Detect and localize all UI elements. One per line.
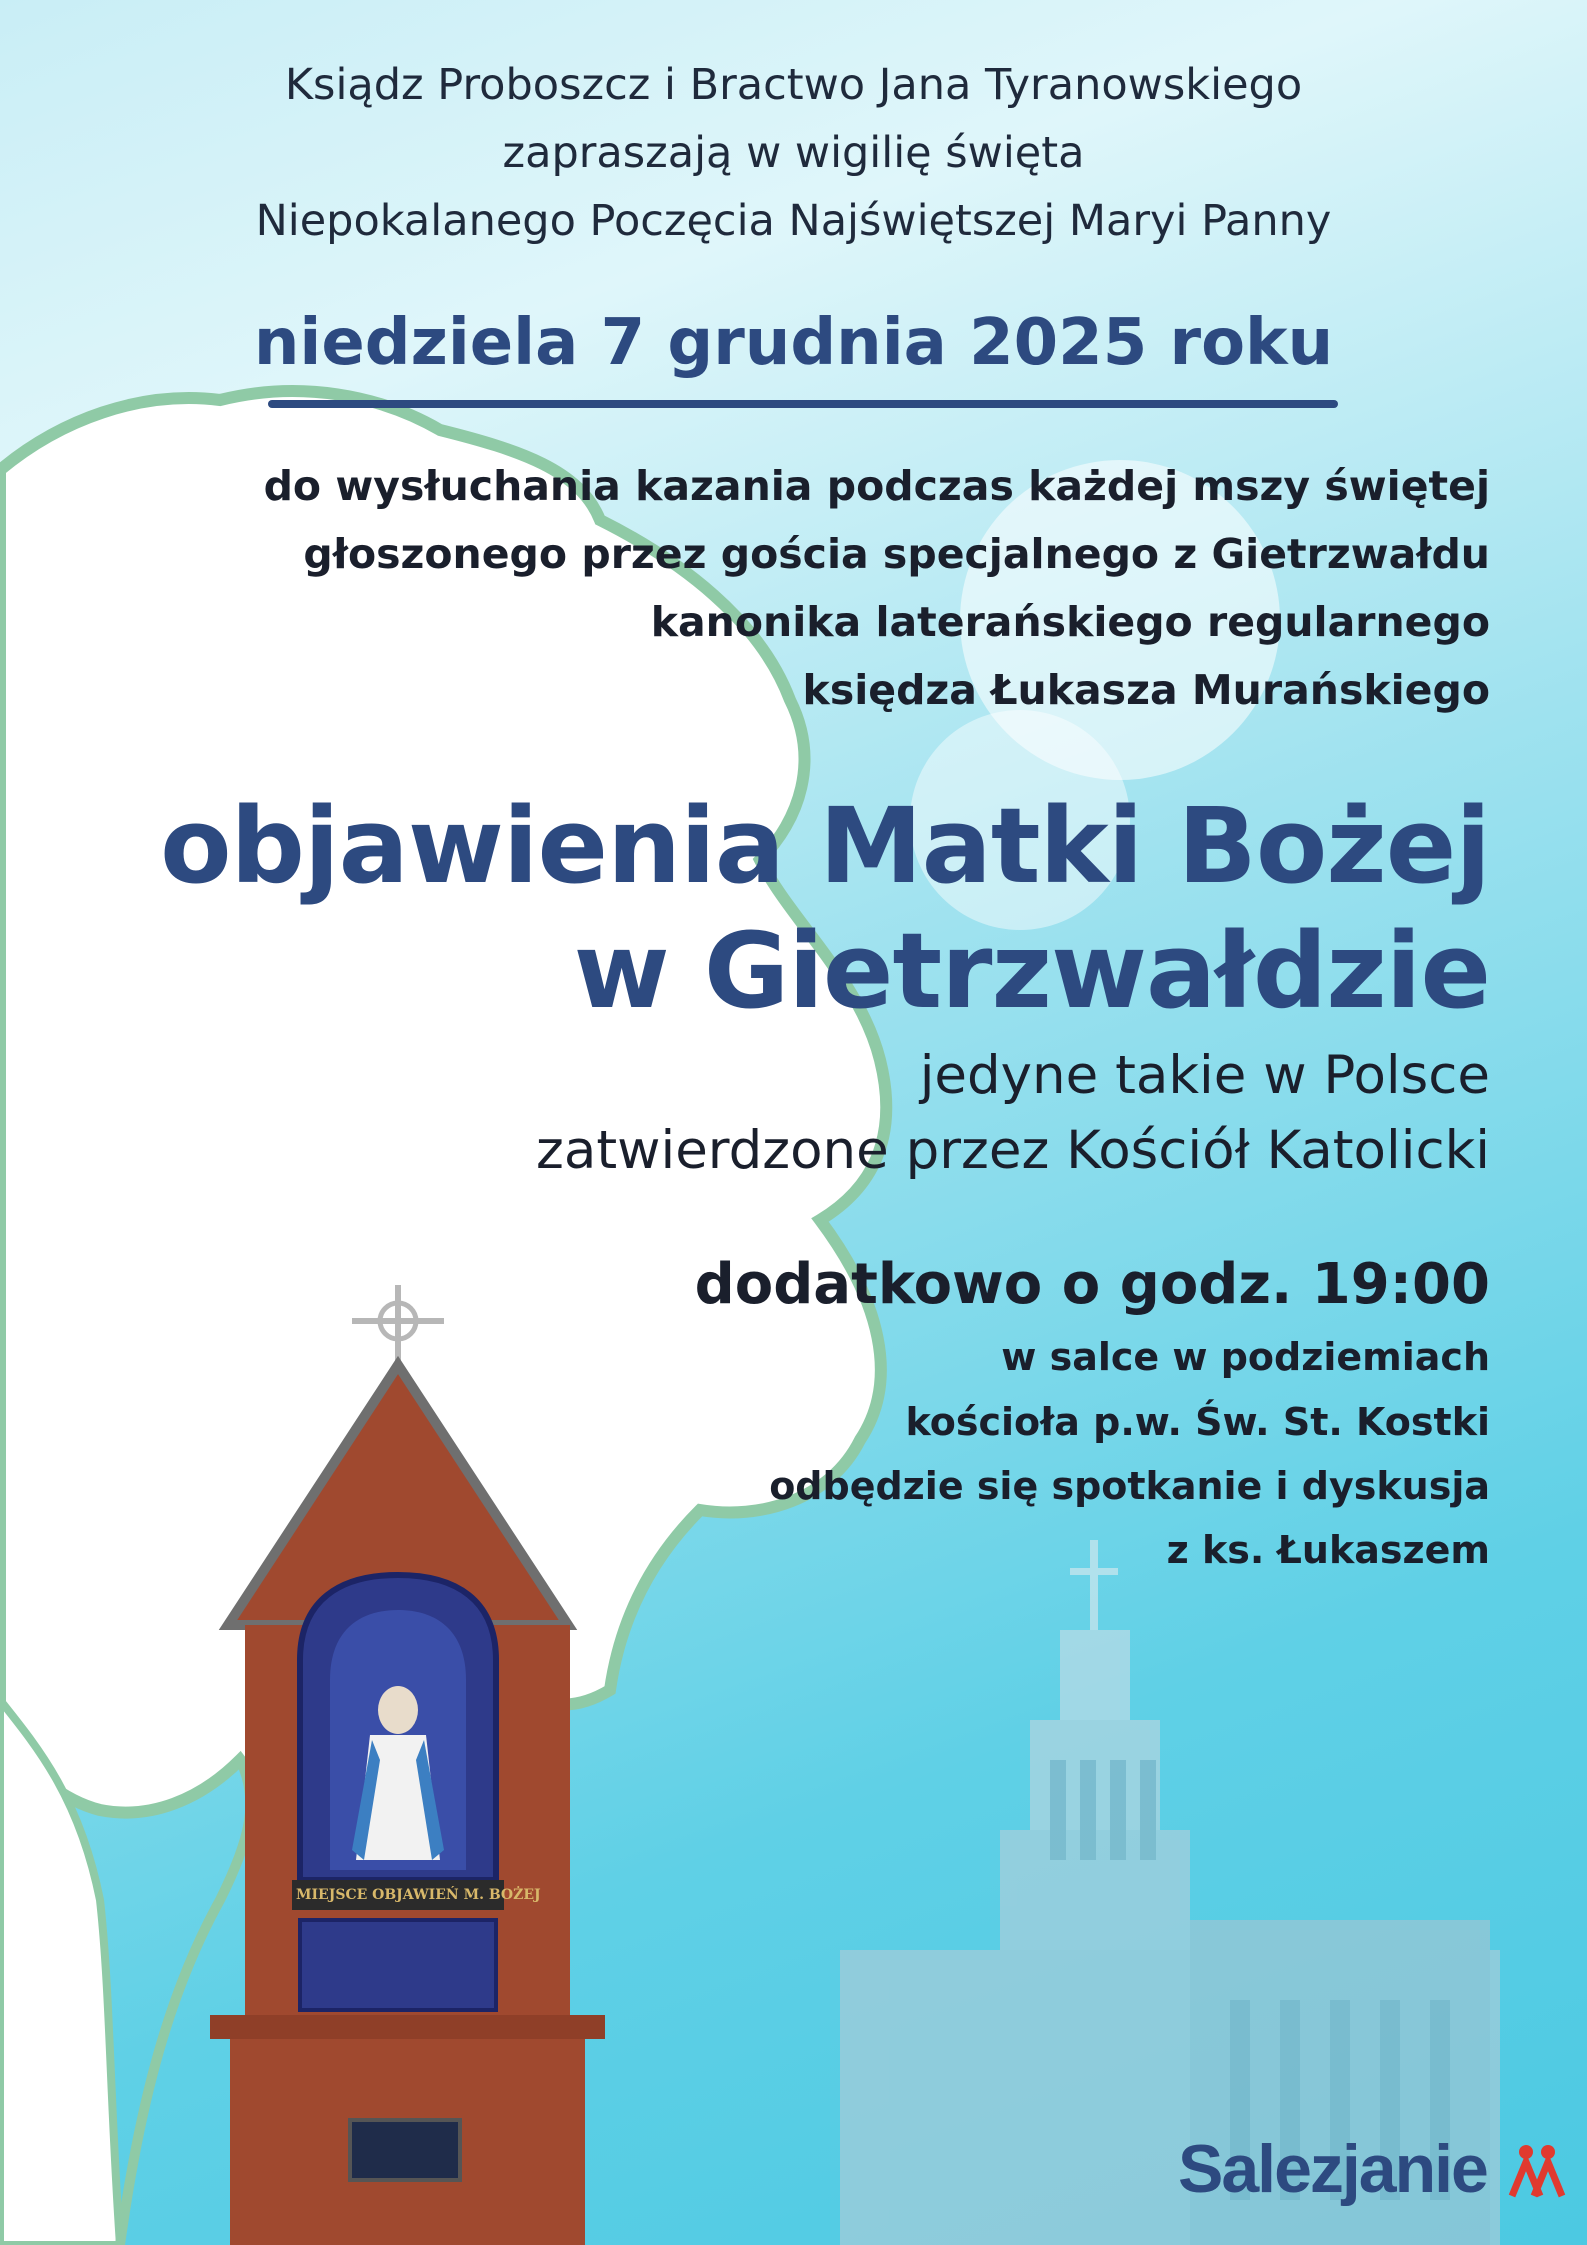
intro-line-1: Ksiądz Proboszcz i Bractwo Jana Tyranowskiego	[284, 60, 1303, 110]
extra-line-3: odbędzie się spotkanie i dyskusja	[769, 1464, 1490, 1508]
date-underline	[268, 400, 1338, 408]
event-date: niedziela 7 grudnia 2025 roku	[253, 306, 1334, 380]
subtitle-line-1: jedyne takie w Polsce	[919, 1045, 1490, 1106]
extra-line-1: w salce w podziemiach	[1001, 1335, 1490, 1379]
sermon-line-1: do wysłuchania kazania podczas każdej mszy świętej	[263, 462, 1490, 510]
chapel-plaque	[296, 1884, 541, 1908]
intro-line-2: zapraszają w wigilię święta	[502, 128, 1085, 178]
sermon-line-3: kanonika laterańskiego regularnego	[650, 598, 1490, 646]
salesian-logo-icon	[1506, 2140, 1568, 2198]
intro-line-3: Niepokalanego Poczęcia Najświętszej Maryi Panny	[255, 196, 1332, 246]
extra-line-2: kościoła p.w. Św. St. Kostki	[905, 1400, 1490, 1444]
sermon-line-4: księdza Łukasza Murańskiego	[802, 666, 1490, 714]
subtitle-line-2: zatwierdzone przez Kościół Katolicki	[536, 1120, 1490, 1181]
salezjanie-logo	[1178, 2130, 1568, 2208]
headline-line-2: w Gietrzwałdzie	[573, 910, 1490, 1032]
sermon-line-2: głoszonego przez gościa specjalnego z Gietrzwałdu	[303, 530, 1490, 578]
headline-line-1: objawienia Matki Bożej	[160, 785, 1490, 907]
chapel-plaque-text: MIEJSCE OBJAWIEŃ M. BOŻEJ	[296, 1887, 541, 1903]
logo-text: Salezjanie	[1178, 2131, 1487, 2207]
extra-time: dodatkowo o godz. 19:00	[694, 1252, 1490, 1317]
extra-line-4: z ks. Łukaszem	[1166, 1528, 1490, 1572]
